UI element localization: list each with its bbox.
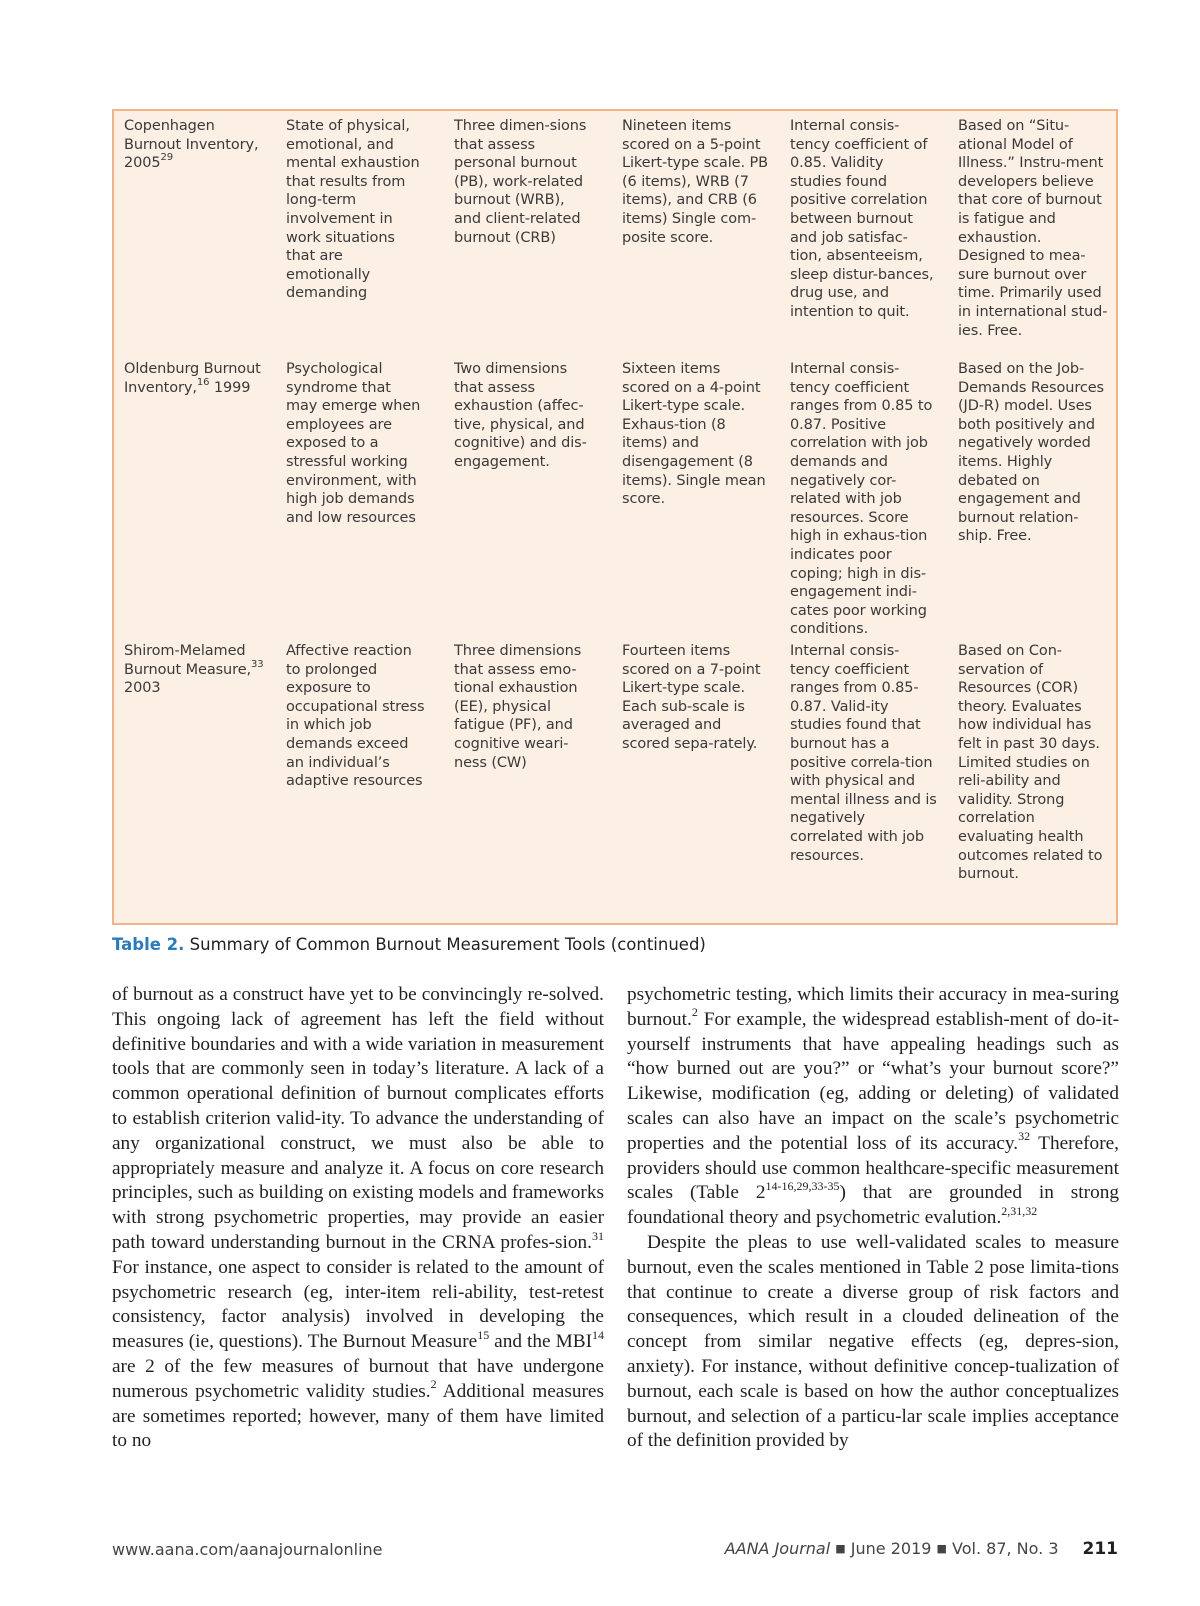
issue-date: June 2019: [850, 1539, 932, 1558]
text-run: and the MBI: [489, 1331, 593, 1353]
table-cell-definition: Affective reaction to prolonged exposure to occupational stress in which job demands exceed an individual’s adaptive resources: [286, 643, 425, 790]
body-column-right: [627, 983, 1119, 1454]
body-paragraph: [112, 983, 604, 1454]
text-run: Despite the pleas to use well-validated scales to measure burnout, even the scales mentioned in Table 2 pose limita-tions that continue to create a diverse group of risk factors and consequences, which result in a clouded delineation of the concept from similar negative effects (eg, depres-sion, anxiety). For instance, without definitive concep-tualization of burnout, each scale is based on how the author conceptualizes burnout, and selection of a particu-lar scale implies acceptance of the definition provided by: [627, 1231, 1119, 1452]
text-run: are 2 of the few measures of burnout that have undergone numerous psychometric validity studies.: [112, 1355, 604, 1402]
citation-superscript: 2: [691, 1005, 698, 1020]
citation-superscript: 15: [477, 1327, 490, 1342]
table-cell-tool: Shirom-Melamed Burnout Measure,$^{33}$ 2003: [124, 643, 264, 697]
text-run: Therefore, providers should use common healthcare-specific measurement scales (Table 2: [627, 1132, 1119, 1204]
volume-number: Vol. 87, No. 3: [952, 1539, 1059, 1558]
text-run: For instance, one aspect to consider is related to the amount of psychometric research (eg, inter-item reli-ability, test-retest consistency, factor analysis) involved in developing the measures (ie, questions). The Burnout Measure: [112, 1256, 604, 1353]
table-cell-definition: State of physical, emotional, and mental exhaustion that results from long-term involvement in work situations that are emotionally demanding: [286, 118, 420, 302]
body-paragraph: [627, 983, 1119, 1231]
body-paragraph: [627, 1231, 1119, 1454]
citation-superscript: 2,31,32: [1001, 1203, 1038, 1218]
table-cell-notes: Based on Con-servation of Resources (COR) theory. Evaluates how individual has felt in past 30 days. Limited studies on reli-ability and validity. Strong correlation evaluating health outcomes related to burnout.: [958, 643, 1103, 883]
table-caption-text: Summary of Common Burnout Measurement Tools (continued): [184, 935, 706, 954]
table-caption-label: Table 2.: [112, 935, 185, 954]
table-cell-definition: Psychological syndrome that may emerge when employees are exposed to a stressful working environment, with high job demands and low resources: [286, 361, 421, 526]
table-cell-dimensions: Two dimensions that assess exhaustion (affec-tive, physical, and cognitive) and dis-engagement.: [454, 361, 587, 470]
table-cell-psychometrics: Internal consis-tency coefficient ranges from 0.85 to 0.87. Positive correlation with job demands and negatively cor-related with job resources. Score high in exhaus-tion indicates poor coping; high in dis-engagement indi-cates poor working conditions.: [790, 361, 933, 638]
separator-square: ■: [835, 1542, 846, 1555]
table-cell-items: Fourteen items scored on a 7-point Likert-type scale. Each sub-scale is averaged and scored sepa-rately.: [622, 643, 761, 752]
text-run: Additional measures are sometimes reported; however, many of them have limited to no: [112, 1380, 604, 1452]
citation-superscript: 2: [430, 1377, 437, 1392]
separator-square: ■: [936, 1542, 947, 1555]
table-cell-dimensions: Three dimen-sions that assess personal burnout (PB), work-related burnout (WRB), and client-related burnout (CRB): [454, 118, 587, 246]
citation-superscript: 14-16,29,33-35: [765, 1178, 840, 1193]
page-number: 211: [1082, 1539, 1118, 1559]
citation-superscript: 32: [1018, 1129, 1031, 1144]
burnout-tools-table: [112, 109, 1118, 925]
table-cell-notes: Based on “Situ-ational Model of Illness.” Instru-ment developers believe that core of burnout is fatigue and exhaustion. Designed to mea-sure burnout over time. Primarily used in international stud-ies. Free.: [958, 118, 1108, 339]
table-cell-psychometrics: Internal consis-tency coefficient of 0.85. Validity studies found positive correlation between burnout and job satisfac-tion, absenteeism, sleep distur-bances, drug use, and intention to quit.: [790, 118, 934, 320]
text-run: psychometric testing, which limits their accuracy in mea-suring burnout.: [627, 984, 1119, 1030]
table-cell-items: Nineteen items scored on a 5-point Likert-type scale. PB (6 items), WRB (7 items), and CRB (6 items) Single com-posite score.: [622, 118, 768, 246]
table-cell-notes: Based on the Job-Demands Resources (JD-R) model. Uses both positively and negatively worded items. Highly debated on engagement and burnout relation-ship. Free.: [958, 361, 1105, 545]
text-run: ) that are grounded in strong foundational theory and psychometric evalution.: [627, 1182, 1119, 1229]
table-cell-items: Sixteen items scored on a 4-point Likert-type scale. Exhaus-tion (8 items) and disengagement (8 items). Single mean score.: [622, 361, 766, 508]
table-cell-dimensions: Three dimensions that assess emo-tional exhaustion (EE), physical fatigue (PF), and cognitive weari-ness (CW): [454, 643, 582, 771]
table-cell-tool: Copenhagen Burnout Inventory, 2005$^{29}$: [124, 118, 259, 172]
body-column-left: [112, 983, 604, 1454]
citation-superscript: 14: [592, 1327, 605, 1342]
table-caption: [112, 935, 706, 954]
text-run: of burnout as a construct have yet to be convincingly re-solved. This ongoing lack of agreement has left the field without definitive boundaries and with a wide variation in measurement tools that are commonly seen in today’s literature. A lack of a common operational definition of burnout complicates efforts to establish criterion valid-ity. To advance the understanding of any organizational construct, we must also be able to appropriately measure and analyze it. A focus on core research principles, such as building on existing models and frameworks with strong psychometric properties, may provide an easier path toward understanding burnout in the CRNA profes-sion.: [112, 984, 604, 1253]
footer-url: www.aana.com/aanajournalonline: [112, 1540, 383, 1559]
citation-superscript: 31: [592, 1228, 604, 1243]
footer-citation: [725, 1539, 1118, 1559]
journal-name: AANA Journal: [724, 1539, 831, 1558]
table-cell-psychometrics: Internal consis-tency coefficient ranges from 0.85-0.87. Valid-ity studies found that burnout has a positive correla-tion with physical and mental illness and is negatively correlated with job resources.: [790, 643, 937, 864]
table-cell-tool: Oldenburg Burnout Inventory,$^{16}$ 1999: [124, 361, 261, 396]
text-run: For example, the widespread establish-ment of do-it-yourself instruments that have appealing headings such as “how burned out are you?” or “what’s your burnout score?” Likewise, modification (eg, adding or deleting) of validated scales can also have an impact on the scale’s psychometric properties and the potential loss of its accuracy.: [627, 1008, 1119, 1154]
